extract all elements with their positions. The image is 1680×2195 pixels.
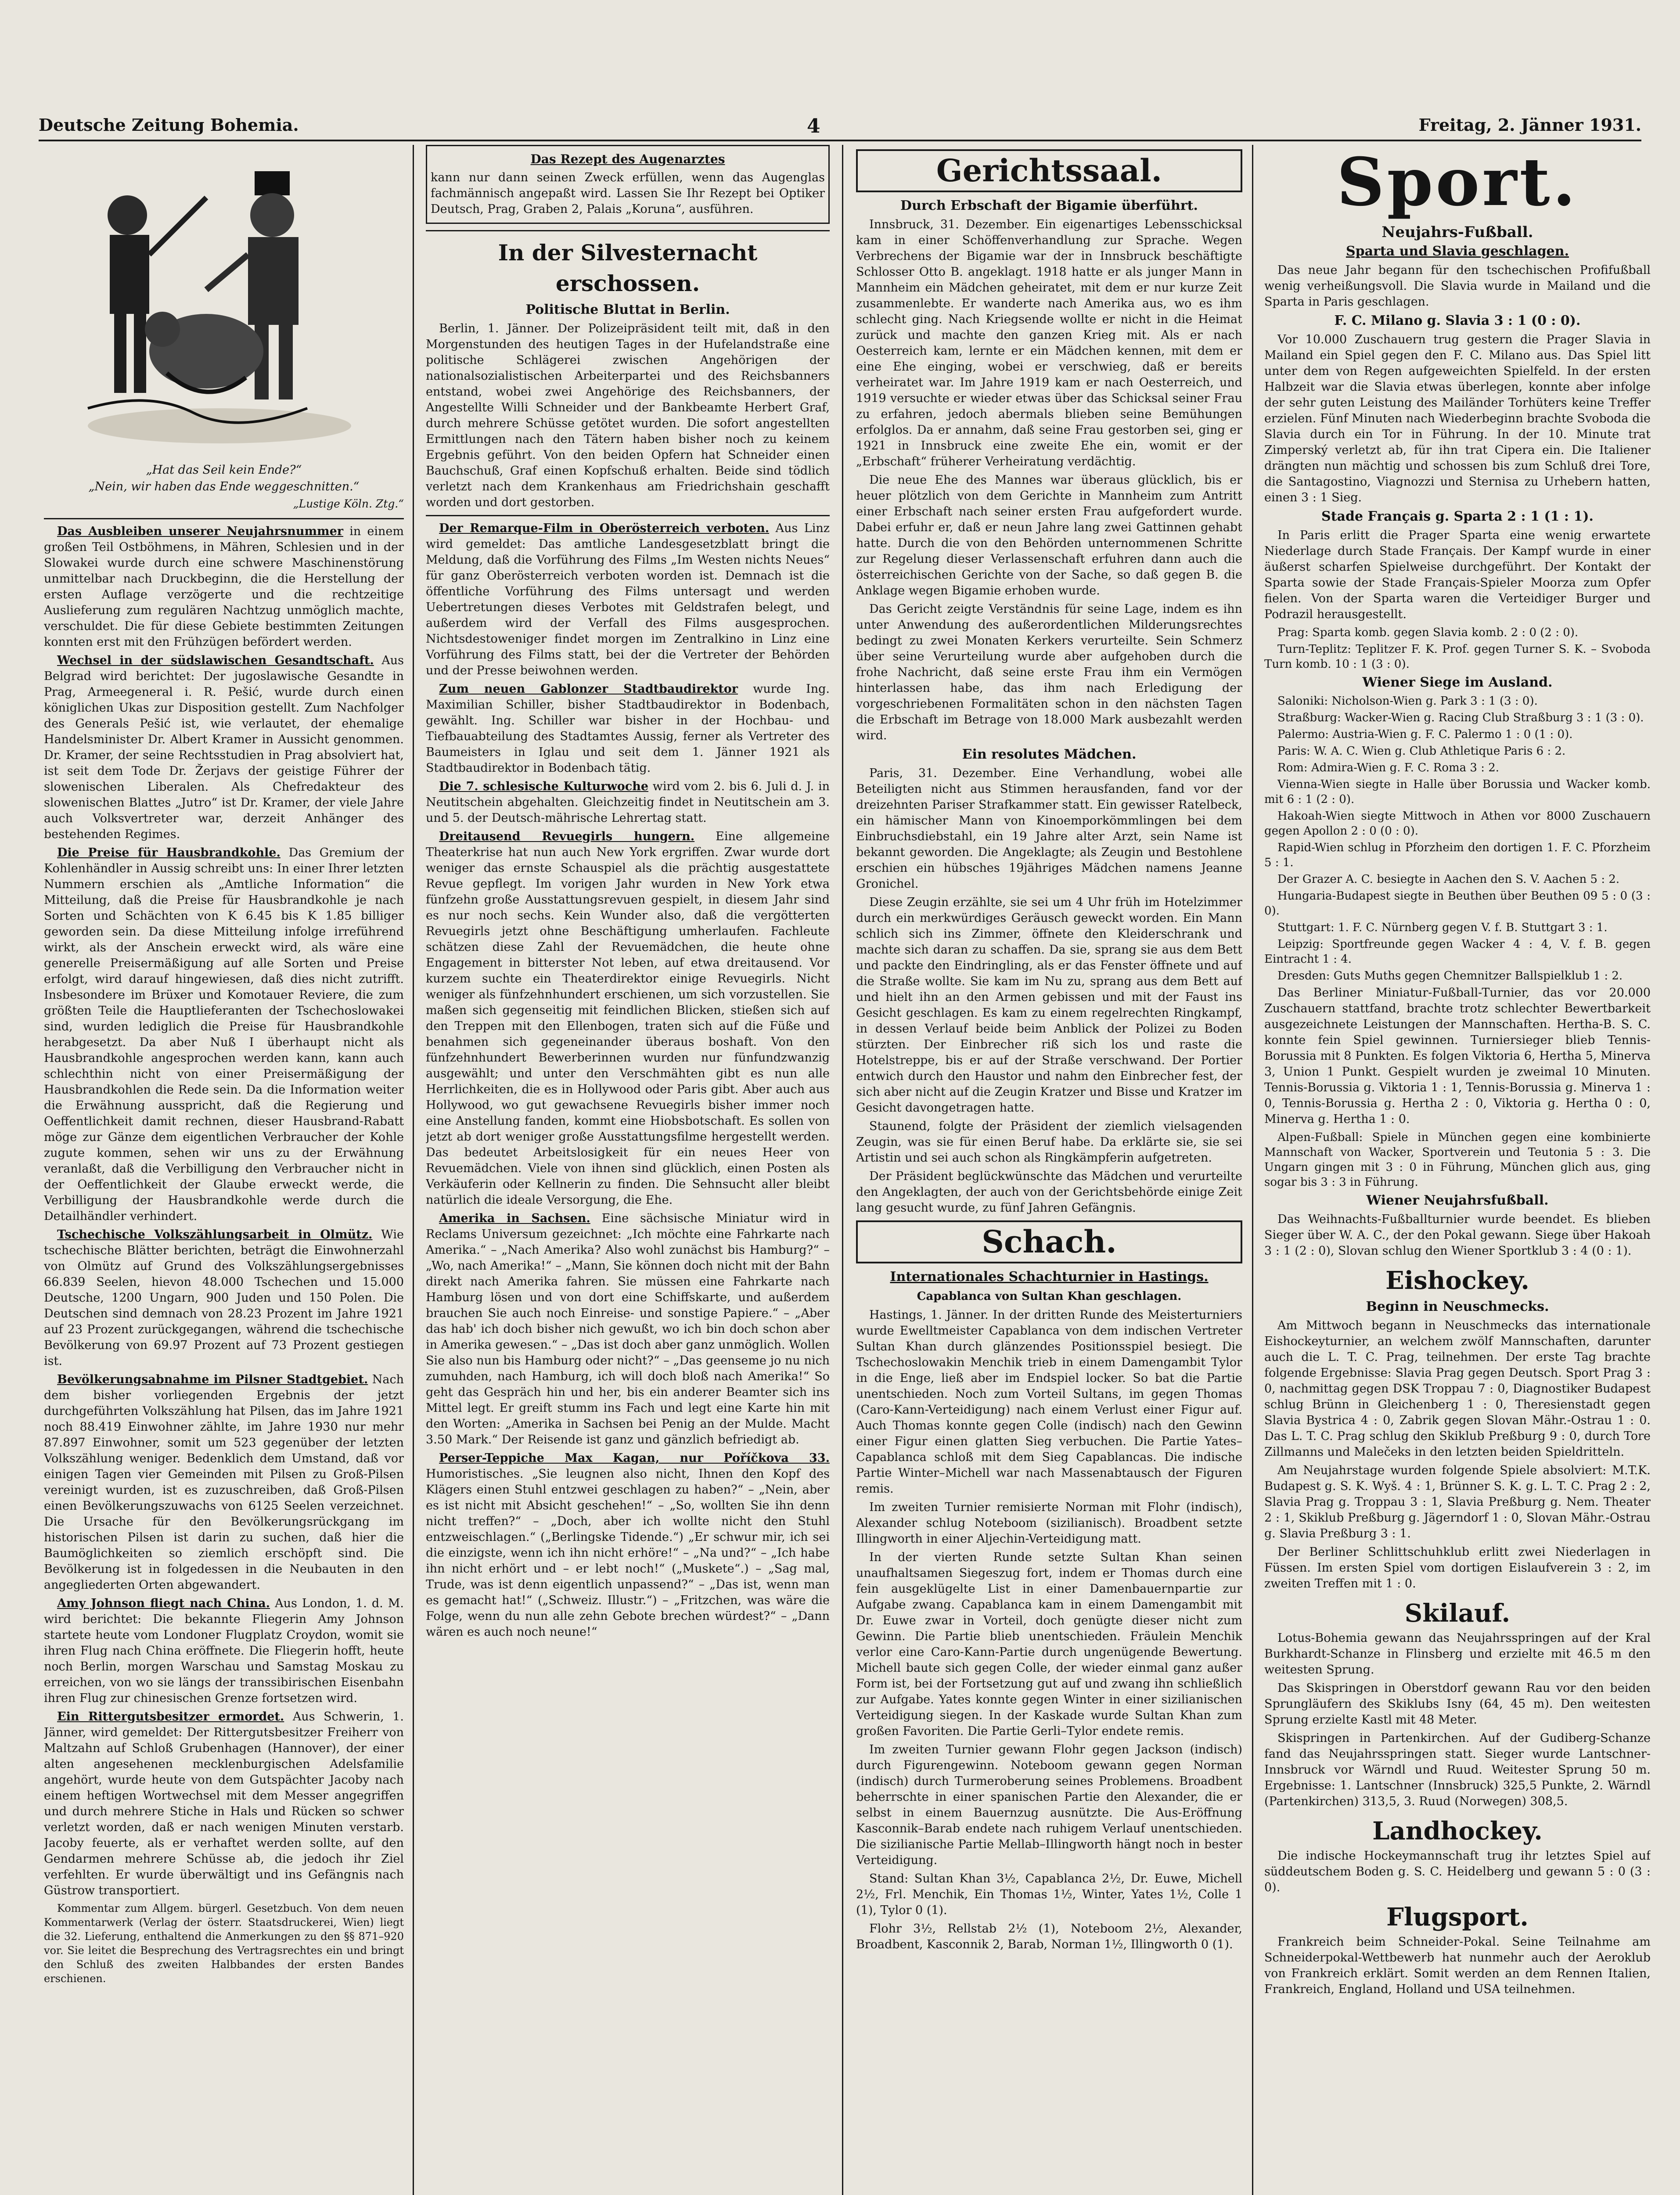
article-headline: Internationales Schachturnier in Hastings. [890, 1269, 1209, 1285]
result-line: Saloniki: Nicholson-Wien g. Park 3 : 1 (3 : 0). [1277, 694, 1538, 708]
cartoon-drawing [61, 145, 378, 461]
divider [426, 515, 830, 516]
result-line: Palermo: Austria-Wien g. F. C. Palermo 1 : 0 (1 : 0). [1277, 728, 1573, 741]
article-paragraph: Das Berliner Miniatur-Fußball-Turnier, das vor 20.000 Zuschauern stattfand, brachte trotz schlechter Bewertbarkeit ausgezeichnete Leistungen der Mannschaften. Hertha-B. S. C. konnte fein Spiel gewinnen. Turniersieger blieb Tennis-Borussia mit 8 Punkten. Es folgen Viktoria 6, Hertha 5, Minerva 3, Union 1 Punkt. Gespielt wurden je zweimal 10 Minuten. Tennis-Borussia g. Viktoria 1 : 1, Tennis-Borussia g. Minerva 1 : 0, Tennis-Borussia g. Hertha 2 : 0, Viktoria g. Hertha 0 : 0, Minerva g. Hertha 1 : 0. [1264, 986, 1651, 1126]
section-title-fieldhockey: Landhockey. [1372, 1817, 1543, 1846]
cartoon-credit: „Lustige Köln. Ztg.“ [293, 497, 404, 510]
news-item [44, 524, 404, 650]
article-paragraph: Vor 10.000 Zuschauern trug gestern die Prager Slavia in Mailand ein Spiel gegen den F. C. Milano aus. Das Spiel litt unter dem von Regen aufgeweichten Spielfeld. In der ersten Halbzeit war die Slavia etwas überlegen, konnte aber infolge der sehr guten Leistung des Mailänder Torhüters keine Treffer erzielen. Fünf Minuten nach Wiederbeginn brachte Svoboda die Slavia durch ein Tor in Führung. In der 10. Minute trat Zimperský verletzt ab, für ihn trat Cipera ein. Die Italiener drängten nun mächtig und schossen bis zum Schluß drei Tore, die Santagostino, Viagnozzi und Sternisa zu Urhebern hatten, einen 3 : 1 Sieg. [1264, 333, 1651, 504]
article-headline: Ein resolutes Mädchen. [962, 747, 1137, 762]
article-paragraph: Diese Zeugin erzählte, sie sei um 4 Uhr früh im Hotelzimmer durch ein merkwürdiges Geräusch geweckt worden. Ein Mann schlich sich ins Zimmer, öffnete den Kleiderschrank und machte sich daran zu schaffen. Da sie, sprang sie aus dem Bett und packte den Eindringling, als er das Fenster öffnete und auf die Straße wollte. Sie kam im Nu zu, sprang aus dem Bett auf und hielt ihn an den Armen gebissen und mit der Faust ins Gesicht geschlagen. Es kam zu einem regelrechten Ringkampf, in dessen Verlauf beide beim Anblick der Polizei zu Boden stürzten. Der Einbrecher riß sich los und raste die Hotelstreppe, bis er auf der Straße verschwand. Der Portier entwich durch den Haustor und nahm den Einbrecher fest, der sich aber nicht auf die Zeugin Kratzer und Bisse und Kratzer im Gesicht davongetragen hatte. [856, 896, 1242, 1115]
article-paragraph: Skispringen in Partenkirchen. Auf der Gudiberg-Schanze fand das Neujahrsspringen statt. Sieger wurde Lantschner-Innsbruck vor Wärndl und Ruud. Weitester Sprung 50 m. Ergebnisse: 1. Lantschner (Innsbruck) 325,5 Punkte, 2. Wärndl (Partenkirchen) 313,5, 3. Ruud (Norwegen) 308,5. [1264, 1731, 1651, 1808]
article-paragraph: Das neue Jahr begann für den tschechischen Profifußball wenig verheißungsvoll. Die Slavia wurde in Mailand und die Sparta in Paris geschlagen. [1264, 263, 1651, 309]
column-rule [413, 145, 414, 2195]
cartoon-caption: „Nein, wir haben das Ende weggeschnitten.“ [88, 480, 360, 493]
column-3 [856, 145, 1242, 2195]
result-line: Stuttgart: 1. F. C. Nürnberg gegen V. f. B. Stuttgart 3 : 1. [1277, 921, 1608, 934]
article-paragraph: Innsbruck, 31. Dezember. Ein eigenartiges Lebensschicksal kam in einer Schöffenverhandlung zur Sprache. Wegen Verbrechens der Bigamie war der in Innsbruck beschäftigte Schlosser Otto B. angeklagt. 1918 hatte er als junger Mann in Mannheim ein Mädchen geheiratet, mit dem er nur kurze Zeit zusammenlebte. Er wanderte nach Amerika aus, wo es ihm schlecht ging. Nach Kriegsende wollte er nicht in die Heimat zurück und machte den ganzen Krieg mit. Als er nach Oesterreich kam, lernte er ein Mädchen kennen, mit dem er eine Ehe einging, wobei er verschwieg, daß er bereits verheiratet war. Im Jahre 1919 kam er nach Oesterreich, und 1919 versuchte er wieder etwas über das Schicksal seiner Frau zu erfahren, jedoch abermals blieben seine Bemühungen erfolglos. Da er annahm, daß seine Frau gestorben sei, ging er 1921 in Innsbruck eine zweite Ehe ein, womit er der „Erbschaft“ früherer Verheiratung verdächtig. [856, 218, 1242, 468]
article-paragraph: Die neue Ehe des Mannes war überaus glücklich, bis er heuer plötzlich von dem Gerichte in Mannheim zum Antritt einer Erbschaft nach seiner ersten Frau aufgefordert wurde. Dabei erfuhr er, daß er neun Jahre lang zwei Gattinnen gehabt hatte. Durch die von den Behörden unternommenen Schritte zur Regelung dieser Verlassenschaft erfuhren dann auch die österreichischen Gerichte von der Sache, so daß gegen B. die Anklage wegen Bigamie erhoben wurde. [856, 473, 1242, 597]
news-item [44, 845, 404, 1224]
news-item-lead: Die Preise für Hausbrandkohle. [57, 846, 281, 860]
news-item [426, 1450, 830, 1640]
news-item [426, 1211, 830, 1448]
news-item-lead: Der Remarque-Film in Oberösterreich verboten. [439, 522, 770, 535]
article-paragraph: Frankreich beim Schneider-Pokal. Seine Teilnahme am Schneiderpokal-Wettbewerb hat nunmehr auch der Aeroklub von Frankreich erklärt. Somit werden an dem Rennen Italien, Frankreich, England, Holland und USA teilnehmen. [1264, 1935, 1651, 1996]
news-item-body: Eine allgemeine Theaterkrise hat nun auch New York ergriffen. Zwar wurde dort weniger das ernste Schauspiel als die prächtig ausgestattete Revue gepflegt. Im vorigen Jahr wurden in New York etwa fünfzehn große Ausstattungsrevuen gespielt, in diesem Jahr sind es nur noch sechs. Kein Wunder also, daß die vergötterten Revuegirls jetzt ohne Beschäftigung umherlaufen. Fachleute schätzen diese Zahl der Revuemädchen, die heute ohne Engagement in bitterster Not leben, auf etwa dreitausend. Vor kurzem suchte ein Theaterdirektor einige Revuegirls. Nicht weniger als fünfzehnhundert erschienen, um sich vorzustellen. Sie maßen sich gegenseitig mit feindlichen Blicken, stießen sich auf den Treppen mit den Ellenbogen, traten sich auf die Füße und benahmen sich gegeneinander überaus boshaft. Von den fünfzehnhundert Bewerberinnen wurden nur fünfundzwanzig ausgewählt; und unter den Verschmähten gibt es nun alle Herrlichkeiten, die es in Hollywood oder Paris gibt. Aber auch aus Hollywood, wo gut gewachsene Revuegirls bisher immer noch eine Anstellung fanden, kommt eine Hiobsbotschaft. Es sollen von jetzt ab dort weniger große Ausstattungsfilme hergestellt werden. Das bedeutet Arbeitslosigkeit für ein neues Heer von Revuemädchen. Viele von ihnen sind glücklich, einen Posten als Verkäuferin oder Kellnerin zu finden. Die Sehnsucht aller bleibt natürlich die ideale Versorgung, die Ehe. [426, 830, 830, 1207]
masthead-name: Deutsche Zeitung Bohemia. [39, 115, 299, 135]
news-item-body: Aus Linz wird gemeldet: Das amtliche Landesgesetzblatt bringt die Meldung, daß die Vorführung des Films „Im Westen nichts Neues“ für ganz Oberösterreich verboten worden ist. Demnach ist die öffentliche Vorführung des Films untersagt und werden Uebertretungen dieses Verbotes mit Geldstrafen belegt, und außerdem wird der Verfall des Films ausgesprochen. Nichtsdestoweniger findet morgen im Zentralkino in Linz eine Vorführung des Films statt, bei der die Vertreter der Behörden und der Presse beiwohnen werden. [426, 522, 830, 677]
article-paragraph: Hastings, 1. Jänner. In der dritten Runde des Meisterturniers wurde Ewelltmeister Capablanca von dem indischen Vertreter Sultan Khan durch glänzendes Positionsspiel besiegt. Die Tschechoslowakin Menchik trieb in einem Damengambit Tylor in die Enge, ließ aber im Endspiel locker. So bat die Partie unentschieden. Noch zum Vorteil Sultans, im gegen Thomas (Caro-Kann-Verteidigung) nach einem Verlust einer Figur auf. Auch Thomas konnte gegen Colle (indisch) nach den Gewinn einer Figur einen glatten Sieg verbuchen. Die Partie Yates–Capablanca schloß mit dem Sieg Capablancas. Die indische Partie Winter–Michell war nach Massenabtausch der Figuren remis. [856, 1308, 1242, 1496]
news-item-lead: Zum neuen Gablonzer Stadtbaudirektor [439, 682, 738, 696]
divider [44, 518, 404, 519]
news-item [44, 1372, 404, 1593]
news-item-body: Das Gremium der Kohlenhändler in Aussig schreibt uns: In einer Ihrer letzten Nummern erschien als „Amtliche Information“ die Mitteilung, daß die Preise für Hausbrandkohle je nach Sorten und Schächten von K 6.45 bis K 1.85 billiger geworden sein. Da diese Mitteilung infolge irreführend wirkt, als der Anschein erweckt wird, als wäre eine generelle Preisermäßigung auf alle Sorten und Preise erfolgt, wird darauf hingewiesen, daß dies nicht zutrifft. Insbesondere im Brüxer und Komotauer Reviere, die zum größten Teile die Hauptlieferanten der Tschechoslowakei sind, wurden lediglich die Preise für Hausbrandkohle herabgesetzt. Da aber Nuß I überhaupt nicht als Hausbrandkohle angesprochen werden kann, kann auch schlechthin nicht von einer Preisermäßigung der Hausbrandkohlen die Rede sein. Da die Information weiter die Erwähnung ausspricht, daß die Regierung und Oeffentlichkeit damit rechnen, dieser Hausbrand-Rabatt möge zur Gänze dem eigentlichen Verbraucher der Kohle zugute kommen, sehen wir uns zu der Erwähnung veranlaßt, daß die Verbilligung den Verbraucher nicht in der Oeffentlichkeit der Glaube erweckt werde, die Verbilligung der Hausbrandkohle werde durch die Detailhändler verhindert. [44, 846, 404, 1223]
standings: Flohr 3½, Rellstab 2½ (1), Noteboom 2½, Alexander, Broadbent, Kasconnik 2, Barab, Norman 1½, Illingworth 0 (1). [856, 1922, 1242, 1951]
result-line: Hungaria-Budapest siegte in Beuthen über Beuthen 09 5 : 0 (3 : 0). [1264, 889, 1651, 918]
column-rule [1252, 145, 1253, 2195]
news-item-body: wird vom 2. bis 6. Juli d. J. in Neutitschein abgehalten. Gleichzeitig findet in Neutitschein am 3. und 5. der Deutsch-mährische Lehrertag statt. [426, 780, 830, 825]
issue-date: Freitag, 2. Jänner 1931. [1418, 115, 1641, 135]
news-item-body: Aus Belgrad wird berichtet: Der jugoslawische Gesandte in Prag, Armeegeneral i. R. Pešić, wurde durch einen königlichen Ukas zur Disposition gestellt. Zum Nachfolger des Generals Pešić ist, wie verlautet, der ehemalige Handelsminister Dr. Albert Kramer in Aussicht genommen. Dr. Kramer, der seine Rechtsstudien in Prag absolviert hat, ist seit dem Tode Dr. Žerjavs der geistige Führer der slowenischen Liberalen. Als Chefredakteur des slowenischen Blattes „Jutro“ ist Dr. Kramer, der viele Jahre auch Volksvertreter war, derzeit Anhänger des bestehenden Regimes. [44, 654, 404, 841]
header-rule [39, 140, 1641, 141]
news-item-lead: Tschechische Volkszählungsarbeit in Olmütz. [57, 1228, 373, 1241]
news-item-body: Nach dem bisher vorliegenden Ergebnis der jetzt durchgeführten Volkszählung hat Pilsen, das im Jahre 1921 noch 88.419 Einwohner zählte, im Jahre 1930 nur mehr 87.897 Einwohner, somit um 523 gegenüber der letzten Volkszählung weniger. Bedenklich dem Umstand, daß vor einigen Tagen vier Gemeinden mit Pilsen zu Groß-Pilsen vereinigt wurden, ist es zuzuschreiben, daß Groß-Pilsen einen Bevölkerungszuwachs von 6125 Seelen verzeichnet. Die Ursache für den Bevölkerungsrückgang im historischen Pilsen ist darin zu suchen, daß hier die Baumöglichkeiten so ziemlich erschöpft sind. Die Bevölkerung ist in folgedessen in die Neubauten in den angegliederten Orten abgewandert. [44, 1373, 404, 1592]
article-subheadline: Politische Bluttat in Berlin. [525, 302, 730, 317]
news-item [44, 1227, 404, 1369]
cartoon-illustration [44, 145, 404, 461]
article-subheadline: Sparta und Slavia geschlagen. [1345, 244, 1569, 259]
news-item [44, 1709, 404, 1899]
article-headline: Durch Erbschaft der Bigamie überführt. [900, 198, 1198, 213]
result-line: Turn-Teplitz: Teplitzer F. K. Prof. gegen Turner S. K. – Svoboda Turn komb. 10 : 1 (3 : 0). [1264, 643, 1651, 671]
column-1 [44, 145, 404, 2195]
section-title-icehockey: Eishockey. [1385, 1266, 1529, 1295]
news-item-body: Aus Schwerin, 1. Jänner, wird gemeldet: Der Rittergutsbesitzer Freiherr von Maltzahn auf Schloß Grubenhagen (Hannover), der einer alten angesehenen mecklenburgischen Adelsfamilie angehört, wurde heute von dem Gutspächter Jacoby nach einem heftigen Wortwechsel mit dem Messer angegriffen und durch mehrere Stiche in Hals und Rücken so schwer verletzt worden, daß er nach wenigen Minuten verstarb. Jacoby feuerte, als er verhaftet werden sollte, auf den Gendarmen mehrere Schüsse ab, die jedoch ihr Ziel verfehlten. Er wurde überwältigt und ins Gefängnis nach Güstrow transportiert. [44, 1710, 404, 1897]
page-header [39, 115, 1641, 136]
section-title-chess: Schach. [856, 1220, 1242, 1263]
news-item [44, 653, 404, 842]
article-headline: Wiener Siege im Ausland. [1362, 675, 1553, 690]
result-line: Rom: Admira-Wien g. F. C. Roma 3 : 2. [1277, 761, 1500, 774]
news-item-lead: Bevölkerungsabnahme im Pilsner Stadtgebiet. [57, 1373, 368, 1386]
result-line: Vienna-Wien siegte in Halle über Borussia und Wacker komb. mit 6 : 1 (2 : 0). [1264, 778, 1651, 806]
news-item-lead: Wechsel in der südslawischen Gesandtschaft. [57, 654, 374, 667]
match-heading: F. C. Milano g. Slavia 3 : 1 (0 : 0). [1334, 313, 1581, 328]
news-item [426, 829, 830, 1208]
news-item-body: Humoristisches. „Sie leugnen also nicht, Ihnen den Kopf des Klägers einen Stuhl entzwei geschlagen zu haben?“ – „Nein, aber es ist nicht mit Absicht geschehen!“ – „So, wollten Sie ihn denn nicht treffen?“ – „Doch, aber ich wollte nicht den Stuhl entzweischlagen.“ („Berlingske Tidende.“) „Er schwur mir, ich sei die einzigste, wenn ich ihn nicht erhöre!“ – „Na und?“ – „Ich habe ihn nicht erhört und – er lebt noch!“ („Muskete“.) – „Sag mal, Trude, was ist denn eigentlich unpassend?“ – „Das ist, wenn man es gemacht hat!“ („Schweiz. Illustr.“) – „Fritzchen, was wäre die Folge, wenn du nun alle zehn Gebote brechen würdest?“ – „Dann wären es auch noch neune!“ [426, 1467, 830, 1639]
column-4 [1264, 145, 1651, 2195]
news-item-lead: Amy Johnson fliegt nach China. [57, 1597, 270, 1610]
news-item-lead: Ein Rittergutsbesitzer ermordet. [57, 1710, 284, 1724]
result-line: Leipzig: Sportfreunde gegen Wacker 4 : 4, V. f. B. gegen Eintracht 1 : 4. [1264, 938, 1651, 966]
standings: Stand: Sultan Khan 3½, Capablanca 2½, Dr. Euwe, Michell 2½, Frl. Menchik, Ein Thomas 1½, Winter, Yates 1½, Colle 1 (1), Tylor 0 (1). [856, 1872, 1242, 1917]
news-item-body: in einem großen Teil Ostböhmens, in Mähren, Schlesien und in der Slowakei wurde durch eine schwere Maschinenstörung unmittelbar nach Druckbeginn, die die Herstellung der ersten Auflage verzögerte und die rechtzeitige Auslieferung zum regulären Nachtzug unmöglich machte, verschuldet. Die für diese Gebiete bestimmten Zeitungen konnten erst mit den Frühzügen befördert werden. [44, 525, 404, 649]
ad-text: kann nur dann seinen Zweck erfüllen, wenn das Augenglas fachmännisch angepaßt wird. Lassen Sie Ihr Rezept bei Optiker Deutsch, Prag, Graben 2, Palais „Koruna“, ausführen. [431, 171, 825, 216]
result-line: Paris: W. A. C. Wien g. Club Athletique Paris 6 : 2. [1277, 745, 1566, 758]
article-paragraph: Berlin, 1. Jänner. Der Polizeipräsident teilt mit, daß in den Morgenstunden des heutigen Tages in der Hufelandstraße eine politische Schlägerei zwischen Angehörigen der nationalsozialistischen Arbeiterpartei und des Reichsbanners entstand, wobei zwei Angehörige des Reichsbanners, der Angestellte Willi Schneider und der Bankbeamte Herbert Graf, durch mehrere Schüsse getötet wurden. Die sofort angestellten Ermittlungen nach den Tätern haben bisher noch zu keinem Ergebnis geführt. Von den beiden Opfern hat Schneider einen Bauchschuß, Graf einen Kopfschuß erhalten. Beide sind tödlich verletzt nach dem Krankenhaus am Friedrichshain geschafft worden und dort gestorben. [426, 322, 830, 509]
result-line: Rapid-Wien schlug in Pforzheim den dortigen 1. F. C. Pforzheim 5 : 1. [1264, 841, 1651, 869]
article-subheadline: Capablanca von Sultan Khan geschlagen. [917, 1290, 1182, 1303]
result-line: Alpen-Fußball: Spiele in München gegen eine kombinierte Mannschaft von Wacker, Sportverein und Teutonia 5 : 3. Die Ungarn gingen mit 3 : 0 in Führung, München glich aus, ging sogar bis 3 : 3 in Führung. [1264, 1131, 1651, 1189]
section-title-court: Gerichtssaal. [856, 149, 1242, 192]
article-subheadline: Beginn in Neuschmecks. [1366, 1299, 1549, 1314]
news-item-lead: Dreitausend Revuegirls hungern. [439, 830, 695, 843]
ad-title: Das Rezept des Augenarztes [530, 152, 725, 166]
news-item-lead: Perser-Teppiche Max Kagan, nur Poříčkova 33. [439, 1451, 830, 1465]
article-paragraph: Am Neujahrstage wurden folgende Spiele absolviert: M.T.K. Budapest g. S. K. Wyš. 4 : 1, Brünner S. K. g. L. T. C. Prag 2 : 2, Slavia Prag g. Troppau 3 : 1, Slavia Preßburg g. Nem. Theater 2 : 1, Skiklub Preßburg g. Jägerndorf 1 : 0, Slovan Mähr.-Ostrau g. Slavia Preßburg 3 : 1. [1264, 1464, 1651, 1540]
news-item [426, 521, 830, 679]
article-paragraph: Lotus-Bohemia gewann das Neujahrsspringen auf der Kral Burkhardt-Schanze in Flinsberg und erzielte mit 46.5 m den weitesten Sprung. [1264, 1631, 1651, 1677]
section-title-ski: Skilauf. [1404, 1599, 1511, 1628]
result-line: Hakoah-Wien siegte Mittwoch in Athen vor 8000 Zuschauern gegen Apollon 2 : 0 (0 : 0). [1264, 810, 1651, 838]
article-paragraph: Paris, 31. Dezember. Eine Verhandlung, wobei alle Beteiligten nicht aus Stimmen herausfanden, fand vor der dreizehnten Pariser Strafkammer statt. Ein gewisser Ratelbeck, ein hämischer Mann von Kinoemporkömmlingen bei dem Einbruchsdiebstahl, ein 19 Jahre alter Arzt, sein Name ist bekannt geworden. Die Angeklagte; als Zeugin und Bestohlene erschien ein hübsches 19jähriges Mädchen namens Jeanne Gronichel. [856, 766, 1242, 891]
divider [426, 230, 830, 231]
article-paragraph: Die indische Hockeymannschaft trug ihr letztes Spiel auf süddeutschem Boden g. S. C. Heidelberg und gewann 5 : 0 (3 : 0). [1264, 1849, 1651, 1894]
article-paragraph: Am Mittwoch begann in Neuschmecks das internationale Eishockeyturnier, an welchem zwölf Mannschaften, darunter auch die L. T. C. Prag, teilnehmen. Der erste Tag brachte folgende Ergebnisse: Slavia Prag gegen Deutsch. Sport Prag 3 : 0, nachmittag gegen DSK Troppau 7 : 0, Diagnostiker Budapest schlug Brünn in Gleichenberg 1 : 0, Theresienstadt gegen Slavia Bystrica 4 : 0, Zabrik gegen Slovan Mähr.-Ostrau 1 : 0. Das L. T. C. Prag schlug den Skiklub Preßburg 9 : 0, durch Tore Zillmanns und Malečeks in den letzten beiden Spieldritteln. [1264, 1319, 1651, 1459]
section-title-aviation: Flugsport. [1386, 1903, 1529, 1932]
result-line: Straßburg: Wacker-Wien g. Racing Club Straßburg 3 : 1 (3 : 0). [1277, 711, 1644, 724]
news-item [44, 1596, 404, 1706]
column-2 [426, 145, 830, 2195]
article-paragraph: Staunend, folgte der Präsident der ziemlich vielsagenden Zeugin, was sie für einen Beruf habe. Da erklärte sie, sie sei Artistin und sei auch schon als Ringkämpferin aufgetreten. [856, 1119, 1242, 1165]
news-item-lead: Die 7. schlesische Kulturwoche [439, 780, 649, 793]
news-item-body: Aus London, 1. d. M. wird berichtet: Die bekannte Fliegerin Amy Johnson startete heute vom Londoner Flugplatz Croydon, womit sie ihren Flug nach China eröffnete. Die Fliegerin hofft, heute noch Berlin, morgen Warschau und Samstag Moskau zu erreichen, von wo sie längs der transsibirischen Eisenbahn ihren Flug zur chinesischen Grenze fortsetzen wird. [44, 1597, 404, 1705]
article-headline: Wiener Neujahrsfußball. [1366, 1193, 1549, 1208]
column-rule [842, 145, 843, 2195]
result-line: Dresden: Guts Muths gegen Chemnitzer Ballspielklub 1 : 2. [1277, 969, 1623, 982]
news-item-body: Eine sächsische Miniatur wird in Reclams Universum gezeichnet: „Ich möchte eine Fahrkarte nach Amerika.“ – „Nach Amerika? Also wohl zunächst bis Hamburg?“ – „Wo, nach Amerika!“ – „Mann, Sie können doch nicht mit der Bahn direkt nach Amerika fahren. Sie müssen eine Fahrkarte nach Hamburg lösen und von dort eine Schiffskarte, und außerdem brauchen Sie auch noch Einreise- und sonstige Papiere.“ – „Aber das hab' ich doch bisher nich gewußt, wo ich bin doch schon aber in Amerika gewesen.“ – „Das ist doch aber ganz unmöglich. Wollen Sie also nun bis Hamburg oder nicht?“ – „Das geenseme jo nu nich zumuhden, nach Hamburg, ich will doch bloß nach Amerika!“ So geht das Gespräch hin und her, bis ein anderer Beamter sich ins Mittel legt. Er greift stumm ins Fach und legt eine Karte hin mit den Worten: „Amerika in Sachsen bei Penig an der Mulde. Macht 3.50 Mark.“ Der Reisende ist ganz und gänzlich befriedigt ab. [426, 1212, 830, 1447]
cartoon-caption: „Hat das Seil kein Ende?“ [146, 463, 302, 477]
news-item [426, 681, 830, 776]
news-item-lead: Das Ausbleiben unserer Neujahrsnummer [57, 525, 344, 538]
page-number: 4 [807, 115, 820, 137]
article-headline: Neujahrs-Fußball. [1381, 223, 1533, 241]
news-item [426, 779, 830, 826]
section-title-sport: Sport. [1337, 145, 1578, 221]
article-paragraph: Im zweiten Turnier gewann Flohr gegen Jackson (indisch) durch Figurengewinn. Noteboom gewann gegen Norman (indisch) durch Turmeroberung seines Problemens. Broadbent beherrschte in einer spanischen Partie den Alexander, die er selbst in einem Bauernzug ausnützte. Die Aus-Eröffnung Kasconnik–Barab endete nach ruhigem Verlauf unentschieden. Die sizilianische Partie Mellab–Illingworth hängt noch in bester Verteidigung. [856, 1743, 1242, 1867]
article-paragraph: In Paris erlitt die Prager Sparta eine wenig erwartete Niederlage durch Stade Français. Der Kampf wurde in einer äußerst scharfen Spielweise durchgeführt. Der Kontakt der Sparta sowie der Stade Français-Spieler Moorza zum Opfer fielen. Von der Sparta waren die Verteidiger Burger und Podrazil herausgestellt. [1264, 529, 1651, 621]
news-item: Kommentar zum Allgem. bürgerl. Gesetzbuch. Von dem neuen Kommentarwerk (Verlag der österr. Staatsdruckerei, Wien) liegt die 32. Lieferung, enthaltend die Anmerkungen zu den §§ 871–920 vor. Sie leitet die Besprechung des Vertragsrechtes ein und bringt den Schluß des zweiten Halbbandes der ersten Bandes erschienen. [44, 1902, 404, 1985]
result-line: Prag: Sparta komb. gegen Slavia komb. 2 : 0 (2 : 0). [1277, 626, 1579, 639]
article-paragraph: Das Weihnachts-Fußballturnier wurde beendet. Es blieben Sieger über W. A. C., der den Pokal gewann. Siege über Hakoah 3 : 1 (2 : 0), Slovan schlug den Wiener Sportklub 3 : 4 (0 : 1). [1264, 1213, 1651, 1258]
article-paragraph: Das Gericht zeigte Verständnis für seine Lage, indem es ihn unter Anwendung des außerordentlichen Milderungsrechtes bedingt zu zwei Monaten Kerkers verurteilte. Sein Schmerz über seine Verurteilung wurde aber aufgehoben durch die frohe Nachricht, daß seine erste Frau ihm ein Vermögen hinterlassen habe, das ihm nach Erledigung der vorgeschriebenen Formalitäten schon in den nächsten Tagen die Erbschaft im Betrage von 18.000 Mark ausbezahlt werden wird. [856, 602, 1242, 742]
news-item-body: Wie tschechische Blätter berichten, beträgt die Einwohnerzahl von Olmütz auf Grund des Volkszählungsergebnisses 66.839 Seelen, hievon 48.000 Tschechen und 15.000 Deutsche, 1200 Ungarn, 900 Juden und 150 Polen. Die Deutschen sind demnach von 28.23 Prozent im Jahre 1921 auf 23 Prozent zurückgegangen, während die tschechische Bevölkerung von 69.97 Prozent auf 73 Prozent gestiegen ist. [44, 1228, 404, 1368]
article-paragraph: Der Präsident beglückwünschte das Mädchen und verurteilte den Angeklagten, der auch von der Gerichtsbehörde einige Zeit lang gesucht wurde, zu fünf Jahren Gefängnis. [856, 1169, 1242, 1215]
article-paragraph: Der Berliner Schlittschuhklub erlitt zwei Niederlagen in Füssen. Im ersten Spiel vom dortigen Eislaufverein 3 : 2, im zweiten Treffen mit 1 : 0. [1264, 1545, 1651, 1590]
result-line: Der Grazer A. C. besiegte in Aachen den S. V. Aachen 5 : 2. [1277, 873, 1620, 886]
news-item-lead: Amerika in Sachsen. [439, 1212, 590, 1225]
article-paragraph: In der vierten Runde setzte Sultan Khan seinen unaufhaltsamen Siegeszug fort, indem er Thomas durch eine fein ausgeklügelte List in einer Damenbauernpartie zur Aufgabe zwang. Capablanca kam in einem Damengambit mit Dr. Euwe zwar in Vorteil, doch genügte dieser nicht zum Gewinn. Die Partie blieb unentschieden. Fräulein Menchik verlor eine Caro-Kann-Partie durch ungenügende Bewertung. Michell baute sich gegen Colle, der wieder einmal ganz außer Form ist, bei der Fortsetzung gut auf und zwang ihn schließlich zur Aufgabe. Yates konnte gegen Winter in einer sizilianischen Verteidigung siegen. In der Kaskade wurde Sultan Khan zum großen Favoriten. Die Partie Gerli–Tylor endete remis. [856, 1551, 1242, 1738]
advertisement-box [426, 145, 830, 224]
article-headline: In der Silvesternacht erschossen. [498, 240, 758, 296]
article-paragraph: Das Skispringen in Oberstdorf gewann Rau vor den beiden Sprungläufern des Skiklubs Isny (64, 45 m). Den weitesten Sprung erzielte Kastl mit 48 Meter. [1264, 1681, 1651, 1727]
news-item-body: wurde Ing. Maximilian Schiller, bisher Stadtbaudirektor in Bodenbach, gewählt. Ing. Schiller war bisher in der Hochbau- und Tiefbauabteilung des Stadtamtes Aussig, ferner als Vertreter des Baumeisters in Iglau und seit dem 1. Jänner 1921 als Stadtbaudirektor in Bodenbach tätig. [426, 682, 830, 775]
match-heading: Stade Français g. Sparta 2 : 1 (1 : 1). [1321, 509, 1594, 524]
article-paragraph: Im zweiten Turnier remisierte Norman mit Flohr (indisch), Alexander schlug Noteboom (sizilianisch). Broadbent setzte Illingworth in einer Aljechin-Verteidigung matt. [856, 1501, 1242, 1546]
